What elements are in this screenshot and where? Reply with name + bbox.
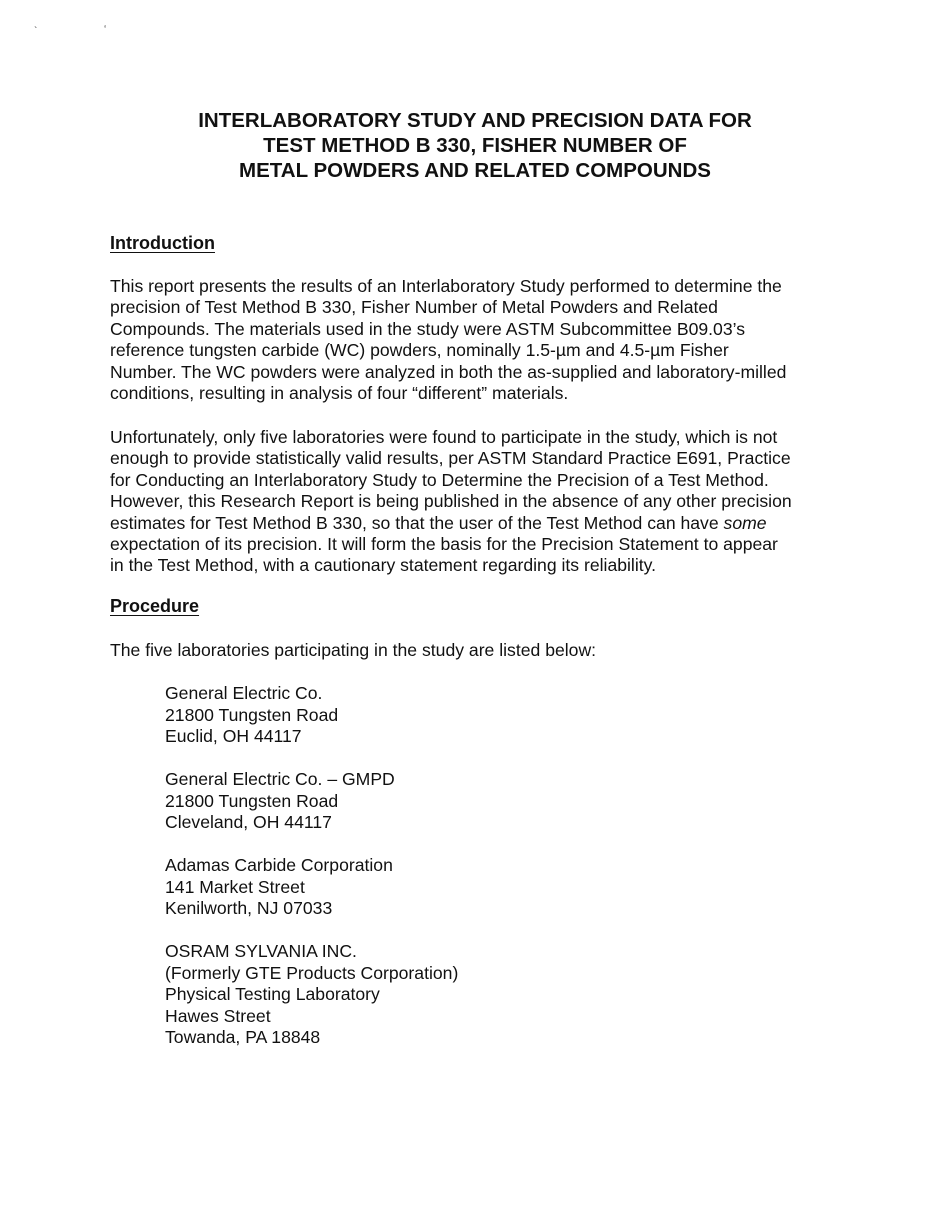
text-line: This report presents the results of an Interlaboratory Study performed to determine the (110, 276, 782, 296)
introduction-heading: Introduction (110, 233, 215, 253)
title-line: TEST METHOD B 330, FISHER NUMBER OF (263, 134, 687, 157)
address-line: General Electric Co. – GMPD (165, 769, 395, 789)
introduction-paragraph-2 (110, 427, 850, 577)
text-line: in the Test Method, with a cautionary statement regarding its reliability. (110, 555, 657, 576)
document-title (100, 108, 850, 183)
text-line: However, this Research Report is being published in the absence of any other precision (110, 491, 792, 512)
address-line: General Electric Co. (165, 683, 323, 703)
procedure-heading: Procedure (110, 596, 200, 616)
text-line: enough to provide statistically valid results, per ASTM Standard Practice E691, Practice (110, 448, 791, 469)
text-fragment: estimates for Test Method B 330, so that the user of the Test Method can have (110, 512, 719, 533)
procedure-intro: The five laboratories participating in the study are listed below: (110, 640, 597, 660)
text-line: Unfortunately, only five laboratories were found to participate in the study, which is not (110, 427, 778, 447)
address-line: Adamas Carbide Corporation (165, 855, 393, 875)
laboratory-address (165, 683, 338, 748)
address-line: OSRAM SYLVANIA INC. (165, 941, 357, 961)
title-line: METAL POWDERS AND RELATED COMPOUNDS (239, 159, 711, 182)
laboratory-address (165, 941, 458, 1049)
address-line: 21800 Tungsten Road (165, 704, 339, 725)
laboratory-address (165, 855, 393, 920)
text-line: Compounds. The materials used in the study were ASTM Subcommittee B09.03’s (110, 318, 745, 339)
address-line: 21800 Tungsten Road (165, 790, 339, 811)
address-line: Kenilworth, NJ 07033 (165, 898, 333, 919)
scan-mark: ` (34, 26, 38, 37)
text-line: conditions, resulting in analysis of four “different” materials. (110, 383, 569, 404)
address-line: Euclid, OH 44117 (165, 726, 302, 747)
introduction-paragraph-1 (110, 276, 850, 404)
address-line: 141 Market Street (165, 876, 305, 897)
text-line: reference tungsten carbide (WC) powders, nominally 1.5-µm and 4.5-µm Fisher (110, 340, 729, 361)
address-line: Hawes Street (165, 1005, 271, 1026)
address-line: Cleveland, OH 44117 (165, 812, 332, 833)
laboratory-address (165, 769, 395, 834)
address-line: (Formerly GTE Products Corporation) (165, 962, 459, 983)
text-line: Number. The WC powders were analyzed in both the as-supplied and laboratory-milled (110, 361, 787, 382)
address-line: Towanda, PA 18848 (165, 1027, 321, 1048)
title-line: INTERLABORATORY STUDY AND PRECISION DATA FOR (198, 109, 752, 132)
scan-mark: ‘ (104, 24, 107, 35)
emphasis-text: some (723, 512, 767, 533)
text-line: precision of Test Method B 330, Fisher Number of Metal Powders and Related (110, 297, 718, 318)
text-line: for Conducting an Interlaboratory Study to Determine the Precision of a Test Method. (110, 469, 769, 490)
text-line: expectation of its precision. It will form the basis for the Precision Statement to appear (110, 534, 778, 555)
text-line (110, 513, 850, 534)
address-line: Physical Testing Laboratory (165, 984, 380, 1005)
